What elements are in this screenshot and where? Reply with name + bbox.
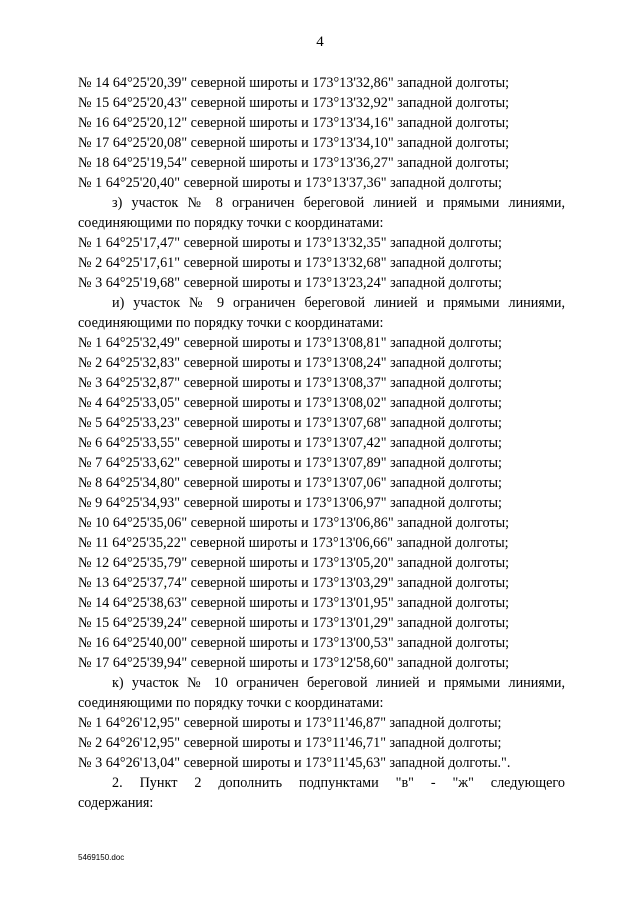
paragraph-k-line1: к) участок № 10 ограничен береговой линией и прямыми линиями,: [112, 675, 565, 691]
paragraph-z-line2: соединяющими по порядку точки с координатами:: [78, 215, 384, 231]
coordinate-line: № 16 64°25'20,12" северной широты и 173°13'34,16" западной долготы;: [78, 115, 510, 131]
paragraph-z-line1: з) участок № 8 ограничен береговой линией и прямыми линиями,: [112, 195, 565, 211]
coordinate-line: № 1 64°25'20,40" северной широты и 173°13'37,36" западной долготы;: [78, 175, 502, 191]
page-number: 4: [316, 34, 324, 50]
coordinate-line: № 18 64°25'19,54" северной широты и 173°13'36,27" западной долготы;: [78, 155, 510, 171]
coordinate-line: № 2 64°25'32,83" северной широты и 173°13'08,24" западной долготы;: [78, 355, 502, 371]
coordinate-list-2: [78, 233, 565, 293]
coordinate-line: № 6 64°25'33,55" северной широты и 173°13'07,42" западной долготы;: [78, 435, 502, 451]
coordinate-line: № 8 64°25'34,80" северной широты и 173°13'07,06" западной долготы;: [78, 475, 502, 491]
coordinate-line: № 2 64°25'17,61" северной широты и 173°13'32,68" западной долготы;: [78, 255, 502, 271]
coordinate-line: № 1 64°26'12,95" северной широты и 173°11'46,87" западной долготы;: [78, 715, 502, 731]
coordinate-line: № 4 64°25'33,05" северной широты и 173°13'08,02" западной долготы;: [78, 395, 502, 411]
coordinate-list-1: [78, 73, 565, 193]
paragraph-2-line1: 2. Пункт 2 дополнить подпунктами "в" - "ж" следующего: [112, 775, 565, 791]
coordinate-line: № 16 64°25'40,00" северной широты и 173°13'00,53" западной долготы;: [78, 635, 510, 651]
coordinate-line: № 15 64°25'39,24" северной широты и 173°13'01,29" западной долготы;: [78, 615, 510, 631]
paragraph-i-line2: соединяющими по порядку точки с координатами:: [78, 315, 384, 331]
document-body: [78, 73, 565, 813]
coordinate-line: № 10 64°25'35,06" северной широты и 173°13'06,86" западной долготы;: [78, 515, 510, 531]
coordinate-line: № 3 64°25'32,87" северной широты и 173°13'08,37" западной долготы;: [78, 375, 502, 391]
coordinate-line: № 7 64°25'33,62" северной широты и 173°13'07,89" западной долготы;: [78, 455, 502, 471]
paragraph-2-line2: содержания:: [78, 795, 154, 811]
coordinate-line: № 12 64°25'35,79" северной широты и 173°13'05,20" западной долготы;: [78, 555, 510, 571]
paragraph-i-line1: и) участок № 9 ограничен береговой линией и прямыми линиями,: [112, 295, 565, 311]
coordinate-line: № 14 64°25'20,39" северной широты и 173°13'32,86" западной долготы;: [78, 75, 510, 91]
coordinate-line: № 5 64°25'33,23" северной широты и 173°13'07,68" западной долготы;: [78, 415, 502, 431]
coordinate-line: № 15 64°25'20,43" северной широты и 173°13'32,92" западной долготы;: [78, 95, 510, 111]
coordinate-line: № 3 64°26'13,04" северной широты и 173°11'45,63" западной долготы.".: [78, 755, 511, 771]
coordinate-line: № 13 64°25'37,74" северной широты и 173°13'03,29" западной долготы;: [78, 575, 510, 591]
coordinate-list-4: [78, 713, 565, 773]
coordinate-line: № 9 64°25'34,93" северной широты и 173°13'06,97" западной долготы;: [78, 495, 502, 511]
coordinate-line: № 2 64°26'12,95" северной широты и 173°11'46,71" западной долготы;: [78, 735, 502, 751]
coordinate-line: № 1 64°25'32,49" северной широты и 173°13'08,81" западной долготы;: [78, 335, 502, 351]
paragraph-k-line2: соединяющими по порядку точки с координатами:: [78, 695, 384, 711]
coordinate-line: № 3 64°25'19,68" северной широты и 173°13'23,24" западной долготы;: [78, 275, 502, 291]
coordinate-list-3: [78, 333, 565, 673]
coordinate-line: № 17 64°25'20,08" северной широты и 173°13'34,10" западной долготы;: [78, 135, 510, 151]
coordinate-line: № 11 64°25'35,22" северной широты и 173°13'06,66" западной долготы;: [78, 535, 509, 551]
coordinate-line: № 1 64°25'17,47" северной широты и 173°13'32,35" западной долготы;: [78, 235, 502, 251]
file-name-footer: 5469150.doc: [78, 853, 125, 862]
coordinate-line: № 17 64°25'39,94" северной широты и 173°12'58,60" западной долготы;: [78, 655, 510, 671]
coordinate-line: № 14 64°25'38,63" северной широты и 173°13'01,95" западной долготы;: [78, 595, 510, 611]
